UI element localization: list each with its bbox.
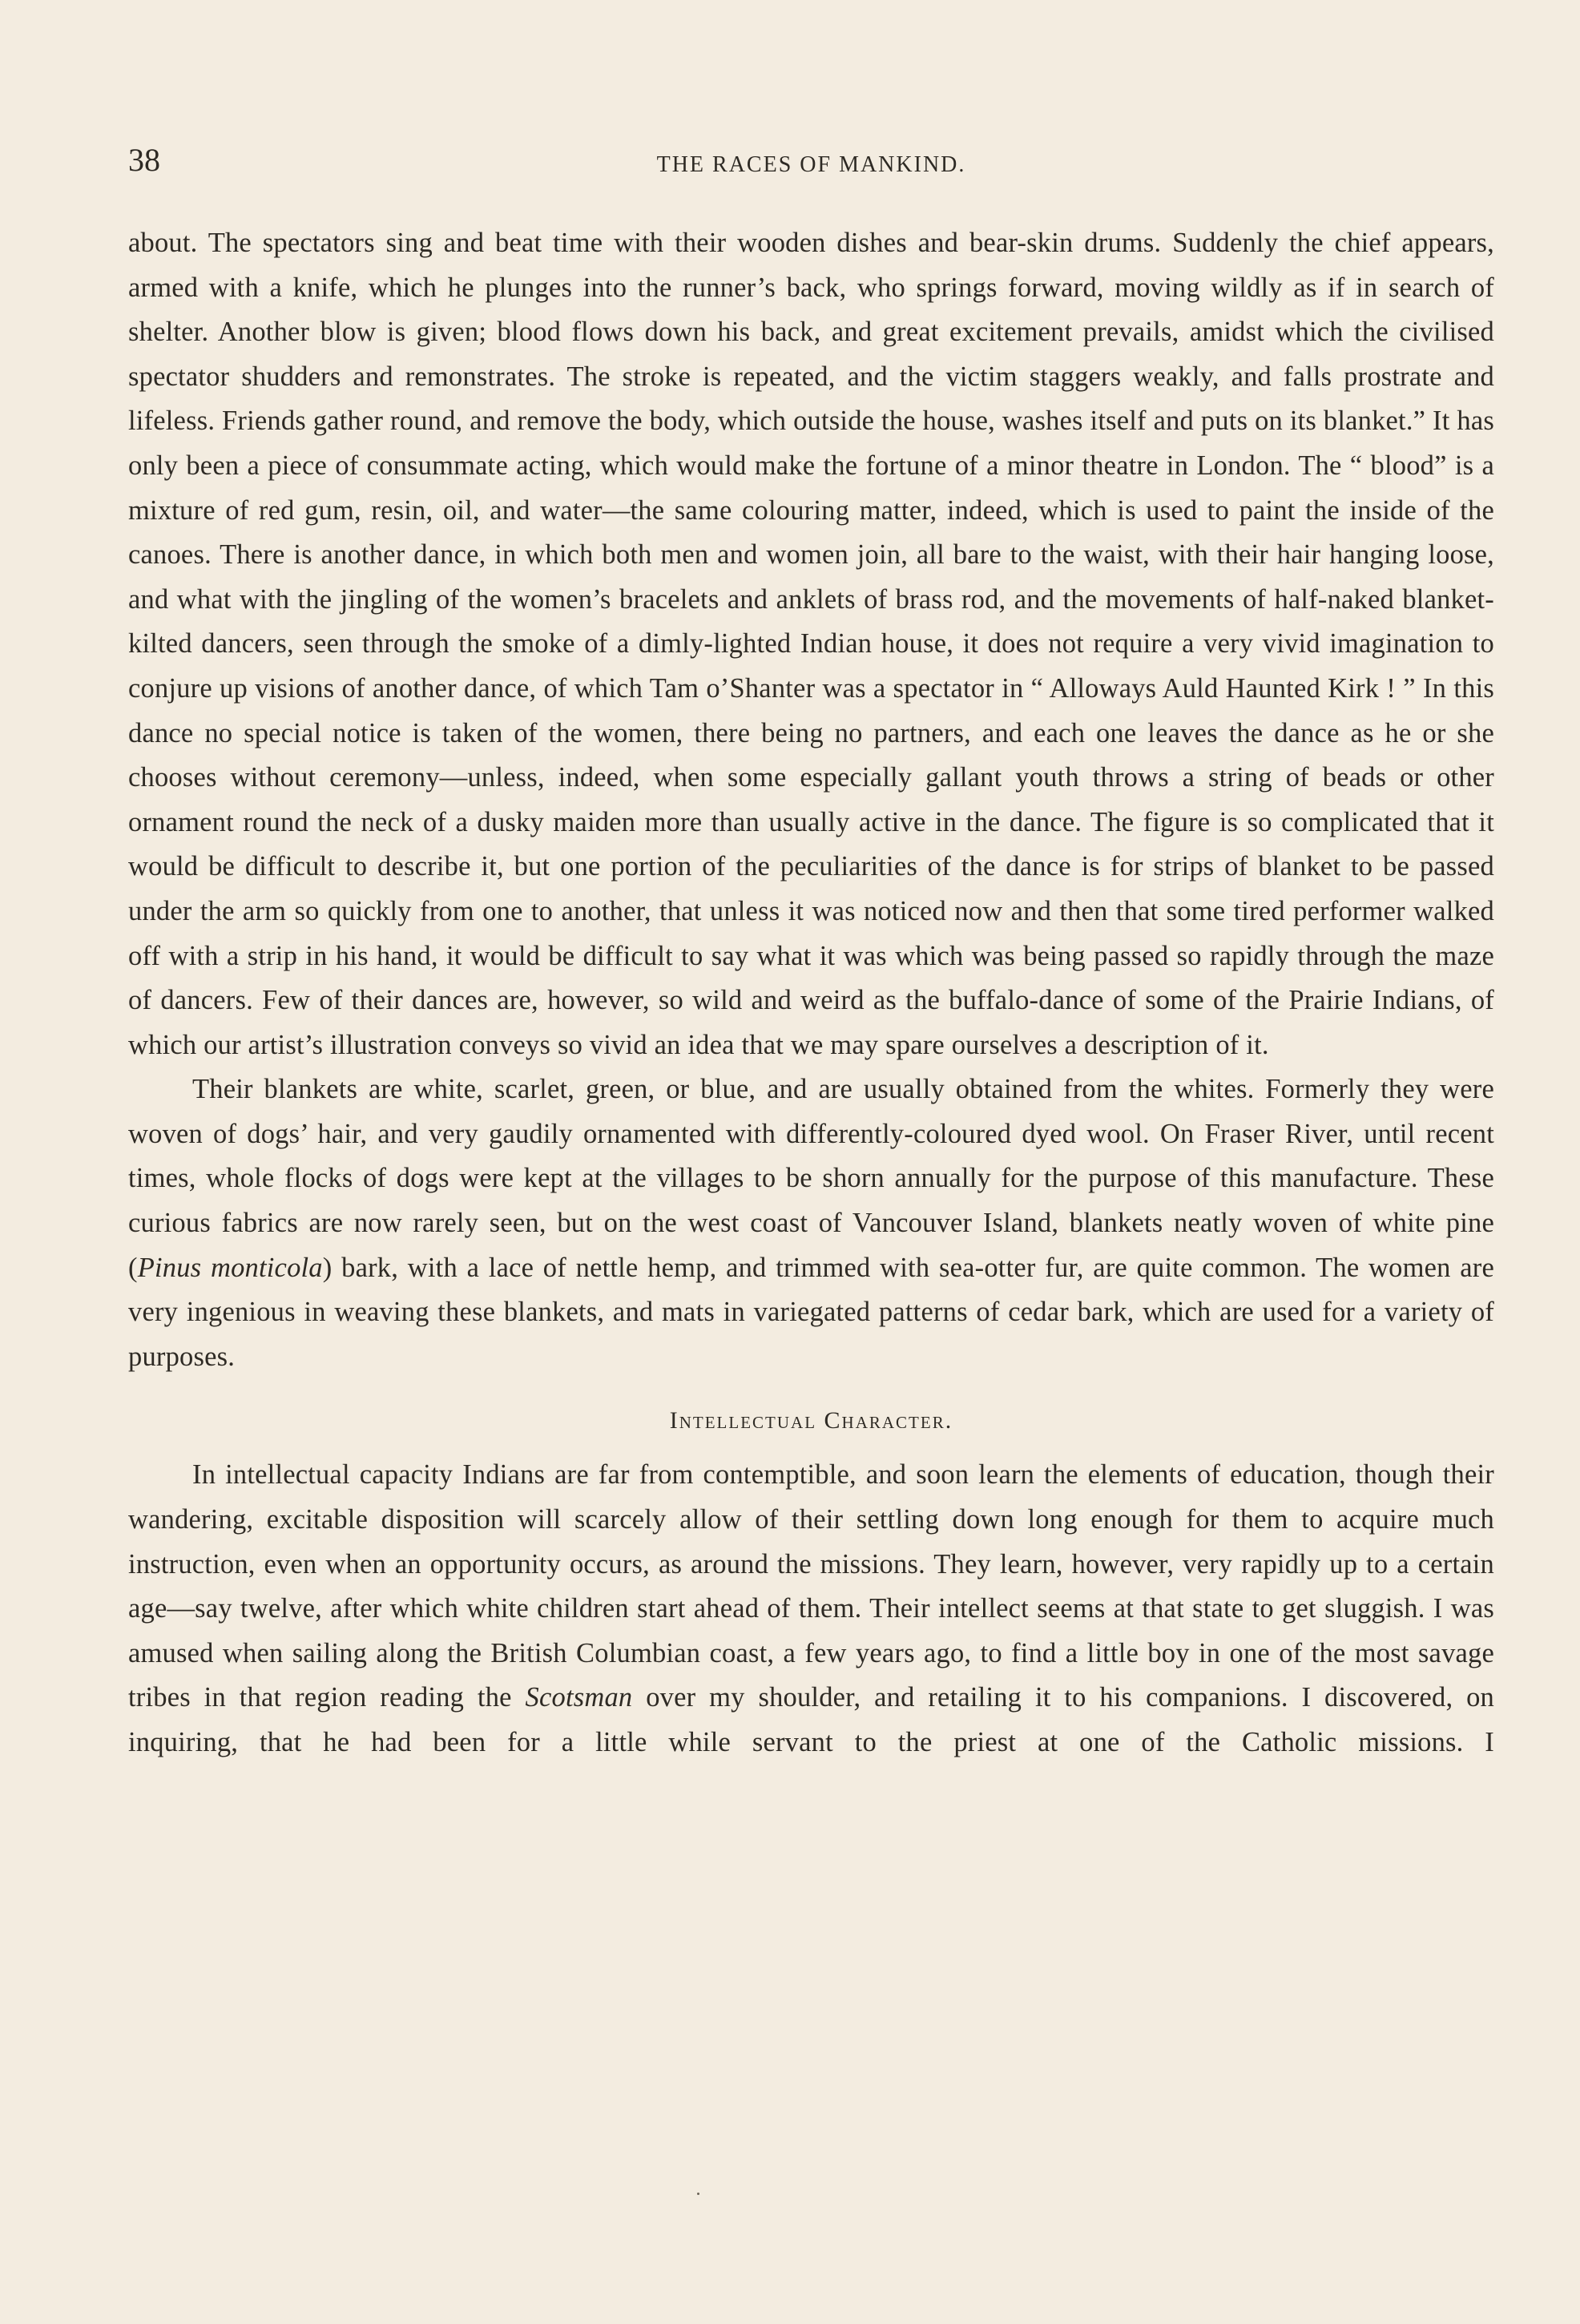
- species-name-pinus-monticola: Pinus monticola: [137, 1252, 323, 1283]
- blankets-text-start: Their blankets are white, scarlet, green, or blue, and are usually obtained from the whites. Formerly they were woven of dogs’ hair, and very gaudily ornamented with differently-coloured dyed wool. On Fraser River, until recent times, whole flocks of dogs were kept at the villages to be shorn annually for the purpose of this manufacture. These curious fabrics are now rarely seen, but on the west coast of Vancouver Island, blankets neatly woven of white pine (: [128, 1074, 1494, 1283]
- paragraph-blankets: [128, 1067, 1494, 1379]
- paragraph-dances: about. The spectators sing and beat time with their wooden dishes and bear-skin drums. Suddenly the chief appears, armed with a knife, which he plunges into the runner’s back, who springs forward, moving wildly as if in search of shelter. Another blow is given; blood flows down his back, and great excitement prevails, amidst which the civilised spectator shudders and remonstrates. The stroke is repeated, and the victim staggers weakly, and falls prostrate and lifeless. Friends gather round, and remove the body, which outside the house, washes itself and puts on its blanket.” It has only been a piece of consummate acting, which would make the fortune of a minor theatre in London. The “ blood” is a mixture of red gum, resin, oil, and water—the same colouring matter, indeed, which is used to paint the inside of the canoes. There is another dance, in which both men and women join, all bare to the waist, with their hair hanging loose, and what with the jingling of the women’s bracelets and anklets of brass rod, and the movements of half-naked blanket-kilted dancers, seen through the smoke of a dimly-lighted Indian house, it does not require a very vivid imagination to conjure up visions of another dance, of which Tam o’Shanter was a spectator in “ Alloways Auld Haunted Kirk ! ” In this dance no special notice is taken of the women, there being no partners, and each one leaves the dance as he or she chooses without ceremony—unless, indeed, when some especially gallant youth throws a string of beads or other ornament round the neck of a dusky maiden more than usually active in the dance. The figure is so complicated that it would be difficult to describe it, but one portion of the peculiarities of the dance is for strips of blanket to be passed under the arm so quickly from one to another, that unless it was noticed now and then that some tired performer walked off with a strip in his hand, it would be difficult to say what it was which was being passed so rapidly through the maze of dancers. Few of their dances are, however, so wild and weird as the buffalo-dance of some of the Prairie Indians, of which our artist’s illustration conveys so vivid an idea that we may spare ourselves a description of it.: [128, 228, 1494, 1060]
- ink-speck: [697, 2193, 699, 2195]
- section-heading-intellectual-character: Intellectual Character.: [669, 1407, 953, 1434]
- body-text: [128, 221, 1494, 1765]
- paragraph-intellectual-capacity: [128, 1453, 1494, 1765]
- newspaper-title-scotsman: Scotsman: [525, 1682, 633, 1713]
- intellect-text-start: In intellectual capacity Indians are far from contemptible, and soon learn the elements of education, though their wandering, excitable disposition will scarcely allow of their settling down long enough for them to acquire much instruction, even when an opportunity occurs, as around the missions. They learn, however, very rapidly up to a certain age—say twelve, after which white children start ahead of them. Their intellect seems at that state to get sluggish. I was amused when sailing along the British Columbian coast, a few years ago, to find a little boy in one of the most savage tribes in that region reading the: [128, 1459, 1494, 1713]
- intellect-text-end: over my shoulder, and retailing it to his companions. I discovered, on inquiring, that he had been for a little while servant to the priest at one of the Catholic missions. I: [128, 1682, 1494, 1757]
- page-number: 38: [128, 142, 160, 178]
- page-header: [128, 141, 1494, 189]
- blankets-text-end: ) bark, with a lace of nettle hemp, and trimmed with sea-otter fur, are quite common. The women are very ingenious in weaving these blankets, and mats in variegated patterns of cedar bark, which are used for a variety of purposes.: [128, 1252, 1494, 1372]
- running-title: THE RACES OF MANKIND.: [656, 152, 966, 177]
